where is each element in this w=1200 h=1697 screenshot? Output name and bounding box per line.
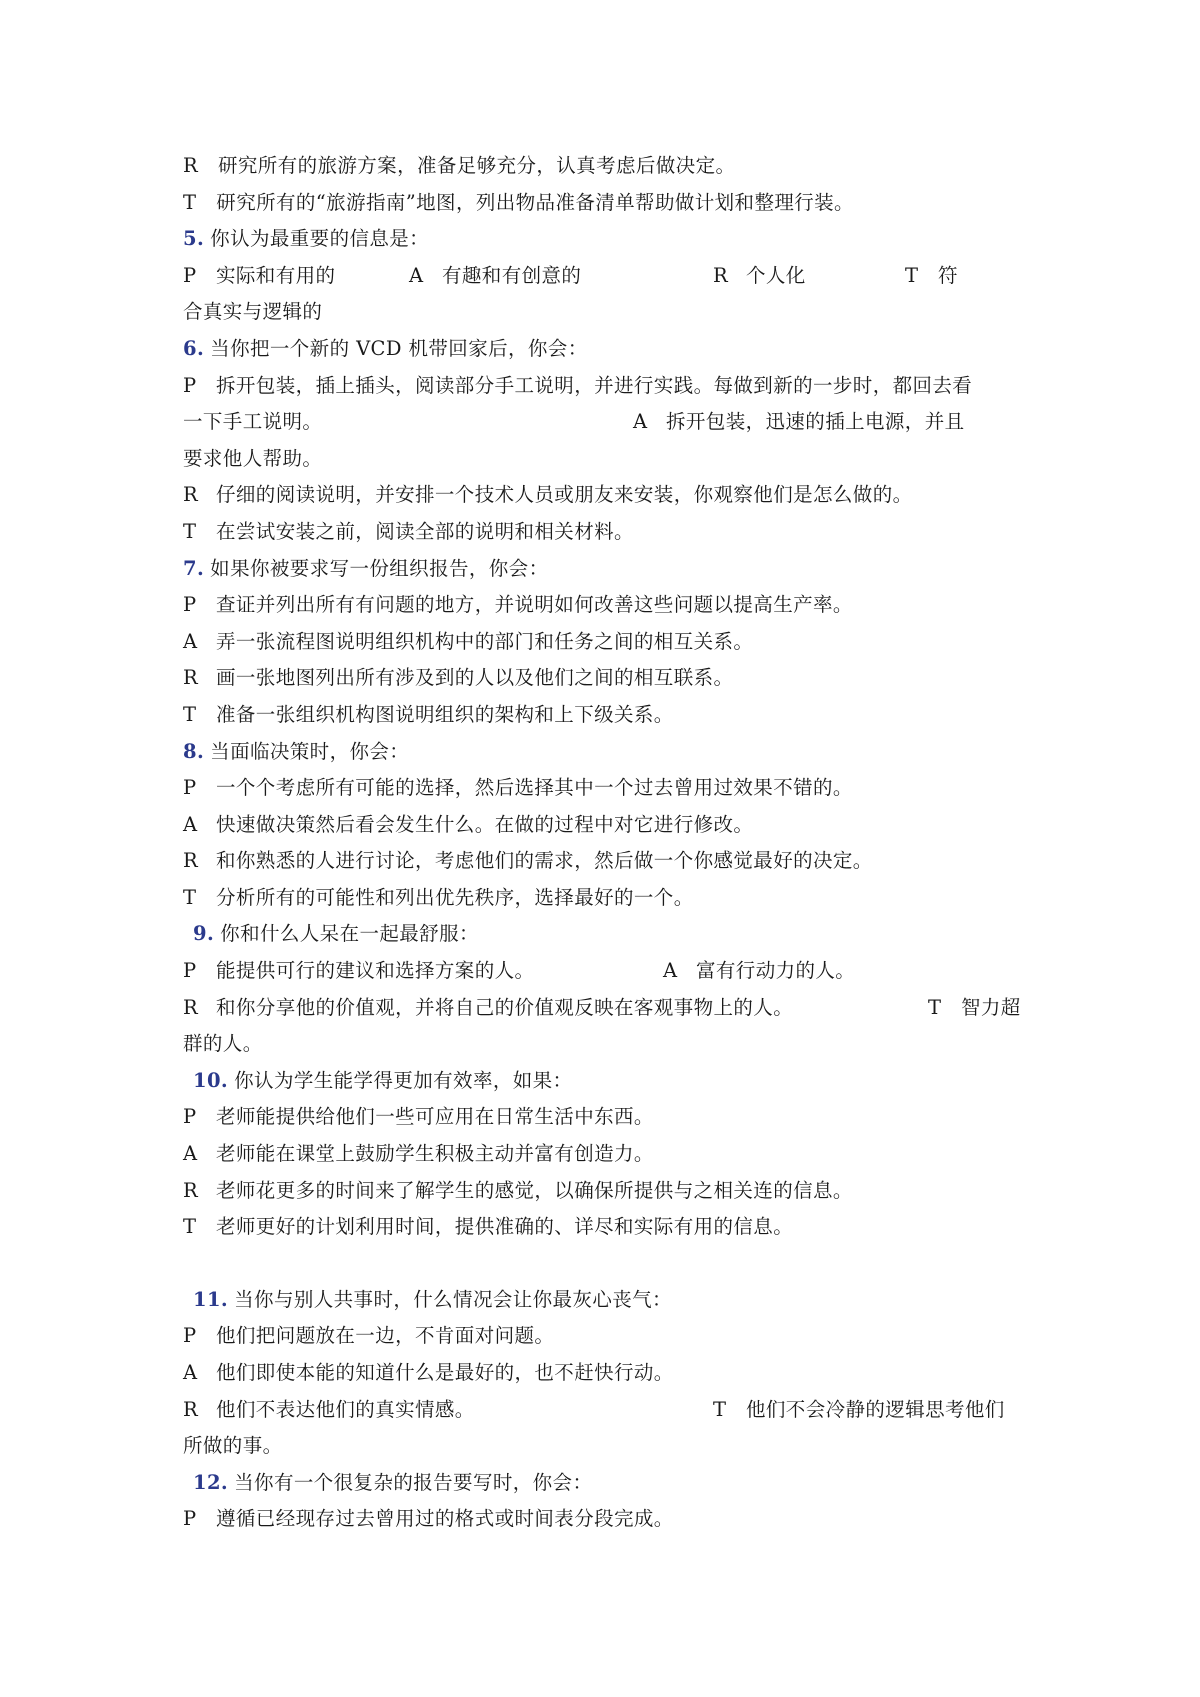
option-text: 画一张地图列出所有涉及到的人以及他们之间的相互联系。: [216, 666, 734, 690]
question-number: 8.: [183, 739, 205, 763]
option-p: [183, 368, 1033, 405]
question-text: 当面临决策时，你会：: [210, 739, 410, 763]
option-letter-a: A: [183, 1142, 198, 1166]
question-text: 当你有一个很复杂的报告要写时，你会：: [234, 1470, 593, 1494]
question-text: 当你与别人共事时，什么情况会让你最灰心丧气：: [234, 1287, 672, 1311]
option-text: 他们把问题放在一边，不肯面对问题。: [216, 1324, 555, 1348]
option-p: [183, 587, 1033, 624]
option-text: 符: [938, 263, 958, 287]
option-r: [183, 660, 1033, 697]
option-letter-a: A: [633, 410, 648, 434]
option-letter-p: P: [183, 263, 197, 287]
option-a: [183, 807, 1033, 844]
option-text: 拆开包装，迅速的插上电源，并且: [666, 410, 965, 434]
option-text: 和你熟悉的人进行讨论，考虑他们的需求，然后做一个你感觉最好的决定。: [216, 849, 873, 873]
option-letter-t: T: [928, 995, 942, 1019]
option-text: 在尝试安装之前，阅读全部的说明和相关材料。: [216, 519, 634, 543]
option-text: 弄一张流程图说明组织机构中的部门和任务之间的相互关系。: [216, 629, 754, 653]
option-t: [183, 514, 1033, 551]
question-9-options-2: [183, 990, 1033, 1027]
option-a-cont: [183, 441, 1033, 478]
option-text: 快速做决策然后看会发生什么。在做的过程中对它进行修改。: [216, 812, 754, 836]
question-number: 9.: [193, 922, 215, 946]
option-letter-r: R: [183, 849, 199, 873]
option-text: 实际和有用的: [216, 263, 336, 287]
option-text: 智力超: [961, 995, 1021, 1019]
option-text: 老师更好的计划利用时间，提供准确的、详尽和实际有用的信息。: [216, 1215, 794, 1239]
option-text: 合真实与逻辑的: [183, 300, 323, 324]
option-text: 准备一张组织机构图说明组织的架构和上下级关系。: [216, 702, 674, 726]
option-letter-t: T: [183, 885, 197, 909]
option-r: [183, 1173, 1033, 1210]
option-text: 一下手工说明。: [183, 410, 323, 434]
option-t: [183, 1209, 1033, 1246]
option-text: 群的人。: [183, 1032, 263, 1056]
option-text: 仔细的阅读说明，并安排一个技术人员或朋友来安装，你观察他们是怎么做的。: [216, 483, 913, 507]
option-text: 富有行动力的人。: [696, 959, 856, 983]
option-letter-t: T: [183, 1215, 197, 1239]
option-letter-r: R: [183, 483, 199, 507]
question-5-options-cont: [183, 294, 1033, 331]
option-text: R 研究所有的旅游方案，准备足够充分，认真考虑后做决定。: [183, 154, 736, 177]
question-11: [183, 1282, 1033, 1319]
option-letter-a: A: [409, 263, 424, 287]
option-text: 老师能提供给他们一些可应用在日常生活中东西。: [216, 1105, 654, 1129]
option-p: [183, 1501, 1033, 1538]
option-text: 能提供可行的建议和选择方案的人。: [216, 959, 535, 983]
option-letter-t: T: [183, 702, 197, 726]
option-r: [183, 148, 1033, 185]
option-text: 和你分享他的价值观，并将自己的价值观反映在客观事物上的人。: [216, 995, 794, 1019]
option-letter-r: R: [183, 666, 199, 690]
option-p: [183, 1318, 1033, 1355]
option-letter-t: T: [183, 519, 197, 543]
option-t: [183, 697, 1033, 734]
question-text: 你和什么人呆在一起最舒服：: [220, 922, 479, 946]
question-number: 11.: [193, 1287, 229, 1311]
option-text: 分析所有的可能性和列出优先秩序，选择最好的一个。: [216, 885, 694, 909]
option-text: 拆开包装，插上插头，阅读部分手工说明，并进行实践。每做到新的一步时，都回去看: [216, 373, 973, 397]
option-text: 所做的事。: [183, 1434, 283, 1458]
option-letter-r: R: [183, 1178, 199, 1202]
option-letter-p: P: [183, 1324, 197, 1348]
option-text: 查证并列出所有有问题的地方，并说明如何改善这些问题以提高生产率。: [216, 593, 853, 617]
option-text: 老师花更多的时间来了解学生的感觉，以确保所提供与之相关连的信息。: [216, 1178, 853, 1202]
option-r: [183, 843, 1033, 880]
option-text: 他们不会冷静的逻辑思考他们: [746, 1397, 1005, 1421]
option-text: 老师能在课堂上鼓励学生积极主动并富有创造力。: [216, 1142, 654, 1166]
question-9-options: [183, 953, 1033, 990]
question-6: [183, 331, 1033, 368]
option-letter-p: P: [183, 776, 197, 800]
option-letter-p: P: [183, 593, 197, 617]
question-number: 6.: [183, 336, 205, 360]
option-letter-r: R: [713, 263, 729, 287]
question-text: 你认为最重要的信息是：: [210, 227, 430, 251]
option-text: 他们即使本能的知道什么是最好的，也不赶快行动。: [216, 1361, 674, 1384]
option-letter-a: A: [183, 1361, 198, 1384]
option-letter-p: P: [183, 1507, 197, 1531]
question-12: [183, 1465, 1033, 1502]
option-t-cont: [183, 1428, 1033, 1465]
question-text: 你认为学生能学得更加有效率，如果：: [234, 1068, 573, 1092]
option-text: 要求他人帮助。: [183, 446, 323, 470]
question-11-options: [183, 1392, 1033, 1429]
question-number: 12.: [193, 1470, 229, 1494]
option-letter-r: R: [183, 1397, 199, 1421]
question-number: 7.: [183, 556, 205, 580]
option-letter-p: P: [183, 373, 197, 397]
option-text: T 研究所有的“旅游指南”地图，列出物品准备清单帮助做计划和整理行装。: [183, 190, 854, 214]
question-9: [183, 916, 1033, 953]
option-text: 一个个考虑所有可能的选择，然后选择其中一个过去曾用过效果不错的。: [216, 776, 853, 800]
option-letter-t: T: [905, 263, 919, 287]
option-letter-r: R: [183, 995, 199, 1019]
option-text: 有趣和有创意的: [442, 263, 582, 287]
question-10: [183, 1063, 1033, 1100]
option-t: [183, 880, 1033, 917]
option-r: [183, 477, 1033, 514]
option-a: [183, 1136, 1033, 1173]
question-5: [183, 221, 1033, 258]
option-letter-a: A: [183, 629, 198, 653]
option-text: 遵循已经现存过去曾用过的格式或时间表分段完成。: [216, 1507, 674, 1531]
option-letter-p: P: [183, 959, 197, 983]
question-text: 当你把一个新的 VCD 机带回家后，你会：: [210, 336, 588, 360]
option-t-cont: [183, 1026, 1033, 1063]
question-text: 如果你被要求写一份组织报告，你会：: [210, 556, 549, 580]
option-letter-t: T: [713, 1397, 727, 1421]
option-text: 个人化: [746, 263, 806, 287]
option-p-cont: [183, 404, 1033, 441]
option-t: [183, 185, 1033, 222]
option-p: [183, 1099, 1033, 1136]
option-a: [183, 624, 1033, 661]
question-number: 10.: [193, 1068, 229, 1092]
question-7: [183, 551, 1033, 588]
option-p: [183, 770, 1033, 807]
option-letter-p: P: [183, 1105, 197, 1129]
option-text: 他们不表达他们的真实情感。: [216, 1397, 475, 1421]
question-5-options: [183, 258, 1033, 295]
question-number: 5.: [183, 227, 205, 251]
question-8: [183, 734, 1033, 771]
questionnaire-page: [183, 148, 1033, 1538]
option-letter-a: A: [183, 812, 198, 836]
option-letter-a: A: [663, 959, 678, 983]
option-a: [183, 1355, 1033, 1392]
